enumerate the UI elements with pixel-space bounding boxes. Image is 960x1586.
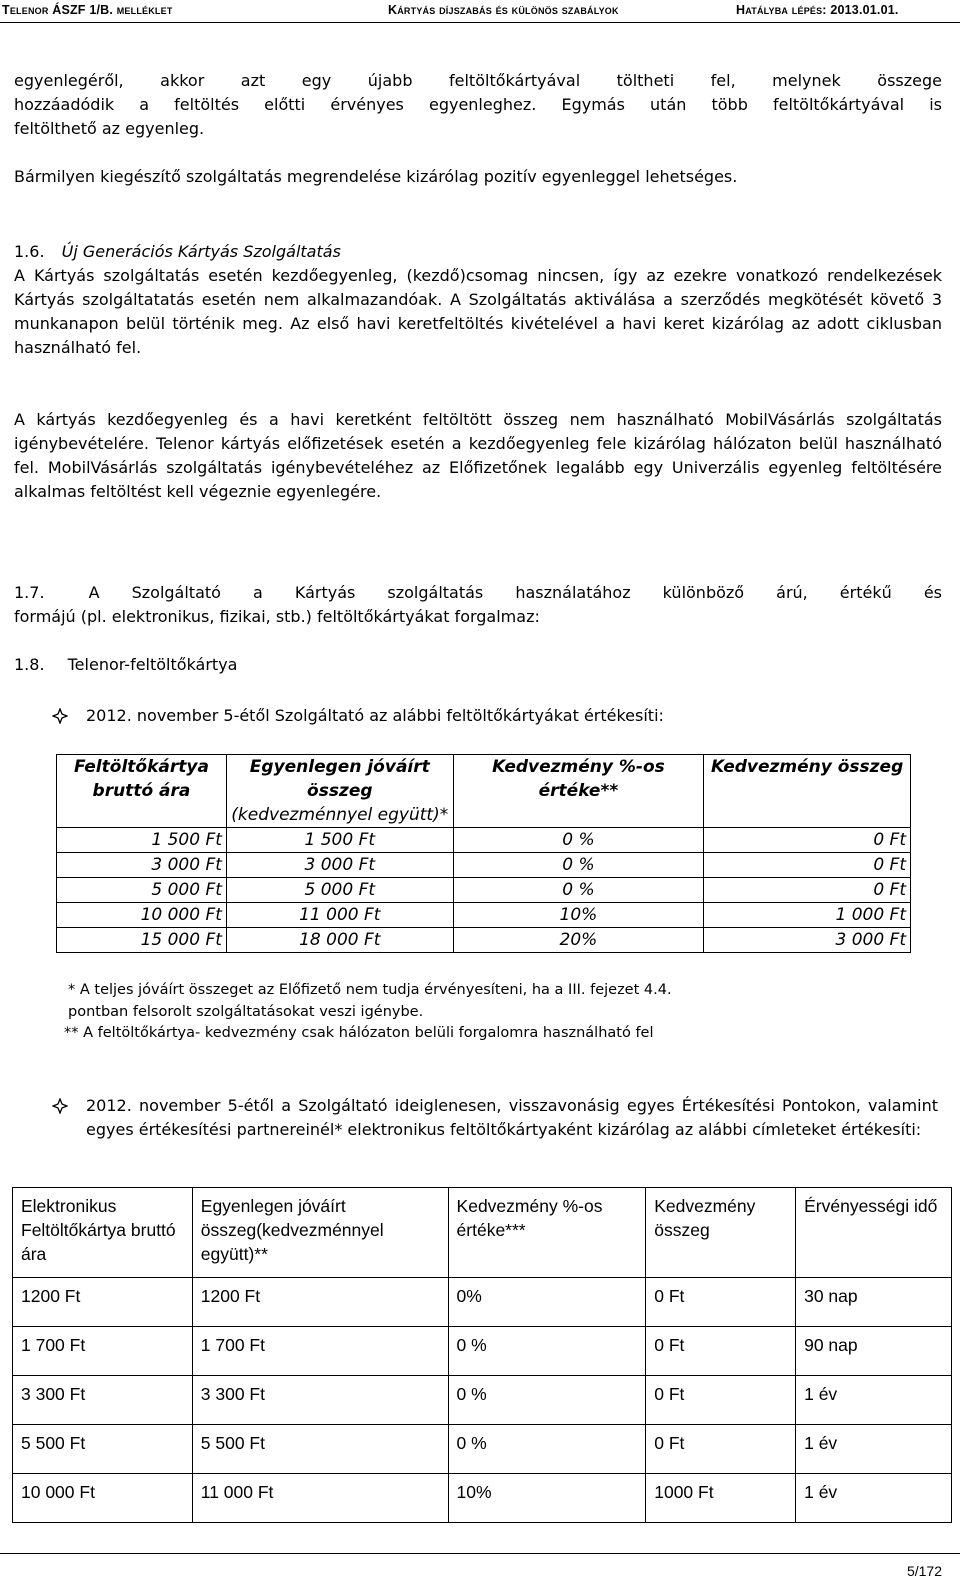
section-1-7-line-1 [14,581,942,605]
table-cell: 1 500 Ft [226,828,453,853]
table-cell: 0 Ft [646,1278,796,1327]
table-cell: 10 000 Ft [13,1474,193,1523]
diamond-bullet-icon [52,1098,68,1114]
section-1-6-paragraph-2: A kártyás kezdőegyenleg és a havi keretként feltöltött összeg nem használható MobilVásárlás szolgáltatás igénybevételére. Telenor kártyás előfizetések esetén a kezdőegyenleg fele kizárólag hálózaton belül használható fel. MobilVásárlás szolgáltatás igénybevételéhez az Előfizetőnek legalább egy Univerzális egyenleg feltöltésére alkalmas feltöltést kell végeznie egyenlegére. [14,410,942,501]
table-cell: 3 000 Ft [226,853,453,878]
table-1-footnote-1-line-2: pontban felsorolt szolgáltatásokat veszi igénybe. [68,1004,424,1020]
table-header-cell: Elektronikus Feltöltőkártya bruttó ára [13,1188,193,1278]
section-1-6-heading [14,240,942,264]
header-divider [0,22,960,23]
diamond-bullet-icon [52,708,68,724]
header-effective-date: Hatályba lépés: 2013.01.01. [736,3,899,17]
section-1-6-paragraph-1: A Kártyás szolgáltatás esetén kezdőegyenleg, (kezdő)csomag nincsen, így az ezekre vonatkozó rendelkezések Kártyás szolgáltatatás esetén nem alkalmazandóak. A Szolgáltatás aktiválása a szerződés megkötését követő 3 munkanapon belül történik meg. Az első havi keretfeltöltés kivételével a havi keret kizárólag az adott ciklusban használható fel. [14,266,942,357]
table-row [13,1278,952,1327]
table-row [57,828,911,853]
page-header [0,0,960,20]
table-cell: 0 Ft [646,1425,796,1474]
table-cell: 15 000 Ft [57,928,227,953]
intro-paragraph-line-2: hozzáadódik a feltöltés előtti érvényes egyenleghez. Egymás után több feltöltőkártyával is [14,95,942,114]
table-cell: 5 500 Ft [13,1425,193,1474]
section-1-7-line-2: formájú (pl. elektronikus, fizikai, stb.) feltöltőkártyákat forgalmaz: [14,607,540,626]
table-cell: 3 300 Ft [192,1376,448,1425]
table-row [13,1327,952,1376]
table-cell: 1200 Ft [192,1278,448,1327]
table-cell: 1 700 Ft [13,1327,193,1376]
prepaid-card-table [56,754,911,953]
section-number: 1.8. [14,655,45,674]
table-cell: 1 500 Ft [57,828,227,853]
table-header-cell: Érvényességi idő [796,1188,952,1278]
electronic-card-table [12,1187,952,1523]
table-cell: 10% [453,903,704,928]
table-cell: 0 % [453,878,704,903]
table-cell: 0 Ft [646,1376,796,1425]
page-number: 5/172 [906,1563,942,1579]
section-title: Telenor-feltöltőkártya [67,655,238,674]
table-cell: 3 300 Ft [13,1376,193,1425]
section-number: 1.7. [14,583,45,602]
table-cell: 0% [448,1278,646,1327]
table-cell: 1200 Ft [13,1278,193,1327]
intro-paragraph-2: Bármilyen kiegészítő szolgáltatás megrendelése kizárólag pozitív egyenleggel lehetséges. [14,167,738,186]
section-title: Új Generációs Kártyás Szolgáltatás [61,242,341,261]
table-header-row [13,1188,952,1278]
table-cell: 5 000 Ft [226,878,453,903]
table-header-cell: Kedvezmény összeg [704,755,911,828]
table-cell: 0 % [448,1425,646,1474]
table-cell: 1 év [796,1425,952,1474]
bullet-1-text: 2012. november 5-étől Szolgáltató az alábbi feltöltőkártyákat értékesíti: [86,706,664,725]
table-cell: 0 % [448,1327,646,1376]
table-header-row [57,755,911,828]
table-header-cell: Kedvezmény összeg [646,1188,796,1278]
header-document-name: Telenor ÁSZF 1/B. melléklet [2,3,173,17]
table-cell: 1 év [796,1376,952,1425]
table-cell: 18 000 Ft [226,928,453,953]
table-cell: 0 % [453,828,704,853]
table-row [57,903,911,928]
intro-paragraph-line-3: feltölthető az egyenleg. [14,119,205,138]
table-cell: 0 % [453,853,704,878]
table-row [57,853,911,878]
table-cell: 11 000 Ft [192,1474,448,1523]
table-cell: 5 000 Ft [57,878,227,903]
table-cell: 10 000 Ft [57,903,227,928]
table-cell: 30 nap [796,1278,952,1327]
table-cell: 1 700 Ft [192,1327,448,1376]
table-cell: 1 év [796,1474,952,1523]
table-row [13,1376,952,1425]
table-cell: 11 000 Ft [226,903,453,928]
table-header-cell: Kedvezmény %-os értéke*** [448,1188,646,1278]
table-cell: 1 000 Ft [704,903,911,928]
section-text: A Szolgáltató a Kártyás szolgáltatás használatához különböző árú, értékű és [88,583,942,602]
table-header-cell: Feltöltőkártya bruttó ára [57,755,227,828]
table-row [13,1474,952,1523]
table-cell: 0 Ft [704,878,911,903]
table-cell: 0 Ft [646,1327,796,1376]
table-row [57,928,911,953]
table-row [57,878,911,903]
header-section-title: Kártyás díjszabás és különös szabályok [388,3,619,17]
table-cell: 10% [448,1474,646,1523]
bullet-2-text: 2012. november 5-étől a Szolgáltató ideiglenesen, visszavonásig egyes Értékesítési Pontokon, valamint egyes értékesítési partnereinél* elektronikus feltöltőkártyaként kizárólag az alábbi címleteket értékesíti: [86,1096,938,1139]
table-cell: 3 000 Ft [57,853,227,878]
table-1-footnote-2: ** A feltöltőkártya- kedvezmény csak hálózaton belüli forgalomra használható fel [64,1025,654,1041]
table-1-footnote-1-line-1: * A teljes jóváírt összeget az Előfizető nem tudja érvényesíteni, ha a III. fejezet 4.4. [68,982,672,998]
intro-paragraph-line-1: egyenlegéről, akkor azt egy újabb feltöltőkártyával töltheti fel, melynek összege [14,71,942,90]
table-cell: 1000 Ft [646,1474,796,1523]
table-header-cell: Egyenlegen jóváírt összeg (kedvezménnyel együtt)* [226,755,453,828]
table-cell: 20% [453,928,704,953]
table-cell: 3 000 Ft [704,928,911,953]
table-header-cell: Kedvezmény %-os értéke** [453,755,704,828]
table-cell: 0 Ft [704,828,911,853]
table-header-cell: Egyenlegen jóváírt összeg(kedvezménnyel együtt)** [192,1188,448,1278]
table-cell: 0 % [448,1376,646,1425]
table-cell: 5 500 Ft [192,1425,448,1474]
table-cell: 0 Ft [704,853,911,878]
section-1-8-heading [14,653,942,677]
table-row [13,1425,952,1474]
footer-divider [0,1553,960,1554]
section-number: 1.6. [14,242,45,261]
table-cell: 90 nap [796,1327,952,1376]
